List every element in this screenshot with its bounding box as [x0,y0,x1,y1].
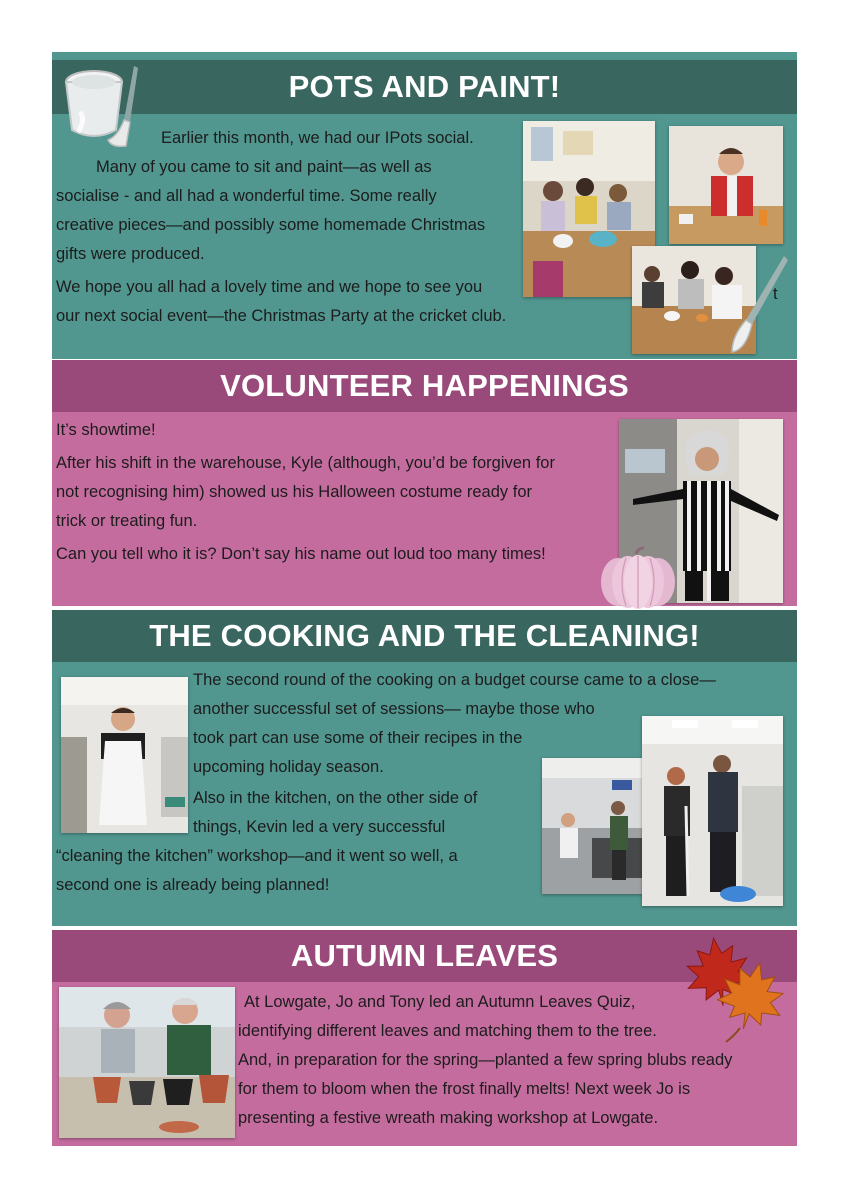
volunteer-line-2: After his shift in the warehouse, Kyle (although, you’d be forgiven for [56,454,555,472]
cooking-line-3: took part can use some of their recipes in the [193,729,523,747]
cooking-line-7: “cleaning the kitchen” workshop—and it went so well, a [56,847,458,865]
cooking-line-6: things, Kevin led a very successful [193,818,446,836]
autumn-title: AUTUMN LEAVES [52,930,797,982]
kitchen-workshop-photo [642,716,783,906]
pots-title: POTS AND PAINT! [52,60,797,114]
pots-text-fragment: t [773,285,778,303]
pottery-photo-painter [669,126,783,244]
autumn-line-1: At Lowgate, Jo and Tony led an Autumn Leaves Quiz, [244,993,636,1011]
cooking-line-4: upcoming holiday season. [193,758,384,776]
pots-line-3: socialise - and all had a wonderful time. Some really [56,187,437,205]
pots-line-7: our next social event—the Christmas Party at the cricket club. [56,307,507,325]
autumn-line-2: identifying different leaves and matching them to the tree. [238,1022,657,1040]
autumn-line-5: presenting a festive wreath making workshop at Lowgate. [238,1109,659,1127]
volunteer-line-3: not recognising him) showed us his Halloween costume ready for [56,483,532,501]
cooking-title: THE COOKING AND THE CLEANING! [52,610,797,662]
volunteer-line-4: trick or treating fun. [56,512,198,530]
cooking-line-5: Also in the kitchen, on the other side of [193,789,478,807]
planting-bulbs-photo [59,987,235,1138]
autumn-line-3: And, in preparation for the spring—planted a few spring blubs ready [238,1051,733,1069]
maple-leaf-icon [678,932,788,1044]
volunteer-line-1: It’s showtime! [56,421,156,439]
cooking-line-8: second one is already being planned! [56,876,330,894]
kitchen-cleaning-photo [542,758,658,894]
volunteer-text [56,416,616,569]
pots-line-2: Many of you came to sit and paint—as well as [96,158,432,176]
volunteer-title: VOLUNTEER HAPPENINGS [52,360,797,412]
pots-text [56,124,526,331]
pumpkin-icon [598,546,678,610]
pots-line-5: gifts were produced. [56,245,205,263]
paintbrush-icon [726,252,792,356]
pots-line-4: creative pieces—and possibly some homemade Christmas [56,216,486,234]
pots-line-6: We hope you all had a lovely time and we hope to see you [56,278,483,296]
cooking-line-1: The second round of the cooking on a budget course came to a close— [193,671,716,689]
pots-line-1: Earlier this month, we had our IPots social. [161,129,474,147]
volunteer-line-5: Can you tell who it is? Don’t say his name out loud too many times! [56,545,546,563]
autumn-line-4: for them to bloom when the frost finally melts! Next week Jo is [238,1080,691,1098]
cooking-line-2: another successful set of sessions— maybe those who [193,700,595,718]
